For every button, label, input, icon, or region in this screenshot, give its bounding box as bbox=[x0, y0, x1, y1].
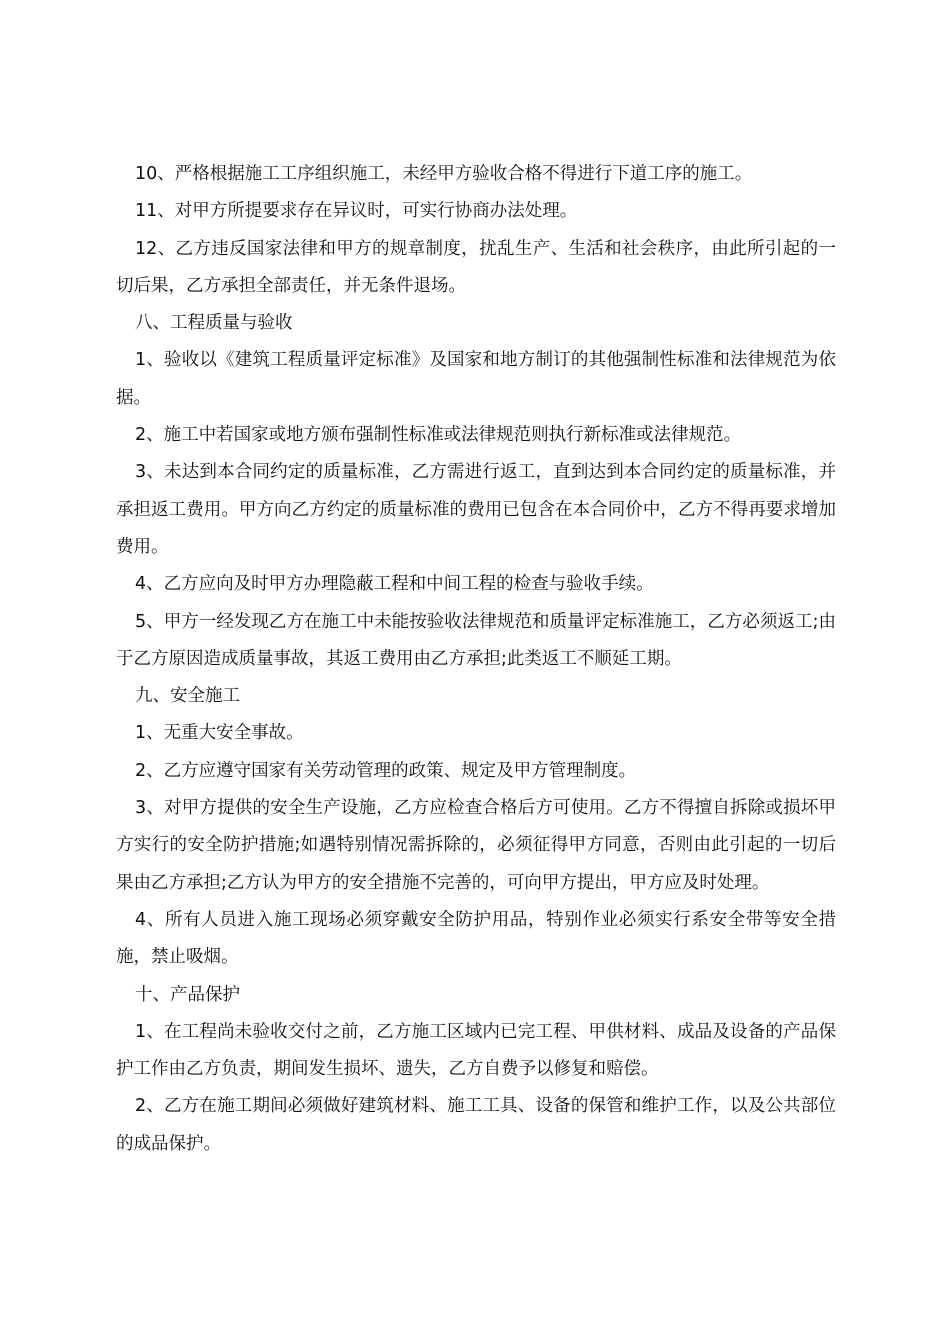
section-heading-protection: 十、产品保护 bbox=[135, 984, 240, 1005]
clause-11: 11、对甲方所提要求存在异议时，可实行协商办法处理。 bbox=[135, 201, 578, 222]
quality-clause-2: 2、施工中若国家或地方颁布强制性标准或法律规范则执行新标准或法律规范。 bbox=[135, 425, 742, 446]
protection-clause-2: 2、乙方在施工期间必须做好建筑材料、施工工具、设备的保管和维护工作，以及公共部位的成品保护。 bbox=[116, 1096, 836, 1154]
quality-clause-5: 5、甲方一经发现乙方在施工中未能按验收法律规范和质量评定标准施工，乙方必须返工;由于乙方原因造成质量事故，其返工费用由乙方承担;此类返工不顺延工期。 bbox=[116, 611, 836, 669]
quality-clause-3: 3、未达到本合同约定的质量标准，乙方需进行返工，直到达到本合同约定的质量标准，并承担返工费用。甲方向乙方约定的质量标准的费用已包含在本合同价中，乙方不得再要求增加费用。 bbox=[116, 462, 836, 557]
clause-10: 10、严格根据施工工序组织施工，未经甲方验收合格不得进行下道工序的施工。 bbox=[135, 164, 753, 184]
safety-clause-1: 1、无重大安全事故。 bbox=[135, 723, 304, 744]
safety-clause-3: 3、对甲方提供的安全生产设施，乙方应检查合格后方可使用。乙方不得擅自拆除或损坏甲方实行的安全防护措施;如遇特别情况需拆除的，必须征得甲方同意，否则由此引起的一切后果由乙方承担;乙方认为甲方的安全措施不完善的，可向甲方提出，甲方应及时处理。 bbox=[116, 798, 836, 893]
section-heading-quality: 八、工程质量与验收 bbox=[135, 313, 293, 334]
quality-clause-4: 4、乙方应向及时甲方办理隐蔽工程和中间工程的检查与验收手续。 bbox=[135, 574, 654, 595]
safety-clause-4: 4、所有人员进入施工现场必须穿戴安全防护用品，特别作业必须实行系安全带等安全措施，禁止吸烟。 bbox=[116, 909, 836, 968]
quality-clause-1: 1、验收以《建筑工程质量评定标准》及国家和地方制订的其他强制性标准和法律规范为依据。 bbox=[116, 350, 836, 408]
safety-clause-2: 2、乙方应遵守国家有关劳动管理的政策、规定及甲方管理制度。 bbox=[135, 760, 637, 781]
document-body bbox=[116, 156, 836, 1163]
protection-clause-1: 1、在工程尚未验收交付之前，乙方施工区域内已完工程、甲供材料、成品及设备的产品保护工作由乙方负责，期间发生损坏、遗失，乙方自费予以修复和赔偿。 bbox=[116, 1021, 836, 1080]
section-heading-safety: 九、安全施工 bbox=[135, 686, 240, 707]
clause-12: 12、乙方违反国家法律和甲方的规章制度，扰乱生产、生活和社会秩序，由此所引起的一切后果，乙方承担全部责任，并无条件退场。 bbox=[116, 238, 836, 296]
